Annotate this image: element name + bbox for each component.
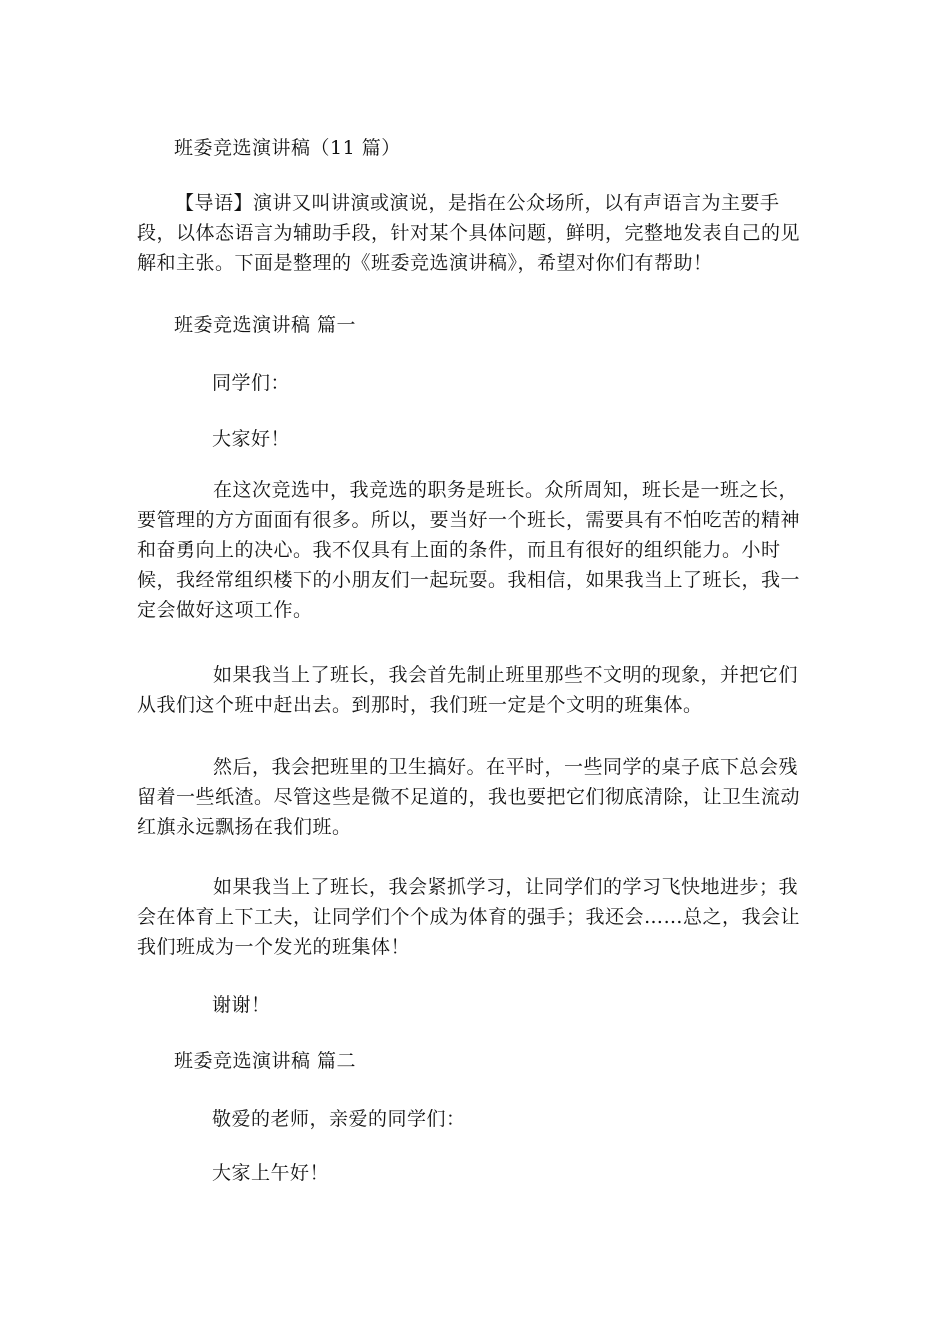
section-heading-2: 班委竞选演讲稿 篇二 (174, 1050, 357, 1072)
section-heading-1: 班委竞选演讲稿 篇一 (174, 314, 357, 336)
body-paragraph-3: 然后，我会把班里的卫生搞好。在平时，一些同学的桌子底下总会残留着一些纸渣。尽管这些是微不足道的，我也要把它们彻底清除，让卫生流动红旗永远飘扬在我们班。 (137, 756, 801, 838)
greeting-good-morning: 大家上午好！ (212, 1162, 330, 1184)
intro-paragraph: 【导语】演讲又叫讲演或演说，是指在公众场所，以有声语言为主要手段，以体态语言为辅助手段，针对某个具体问题，鲜明，完整地发表自己的见解和主张。下面是整理的《班委竞选演讲稿》，希望对你们有帮助！ (137, 192, 801, 274)
body-paragraph-2: 如果我当上了班长，我会首先制止班里那些不文明的现象，并把它们从我们这个班中赶出去。到那时，我们班一定是个文明的班集体。 (137, 664, 799, 716)
greeting-teachers-classmates: 敬爱的老师，亲爱的同学们： (212, 1108, 466, 1130)
body-paragraph-1: 在这次竞选中，我竞选的职务是班长。众所周知，班长是一班之长，要管理的方方面面有很多。所以，要当好一个班长，需要具有不怕吃苦的精神和奋勇向上的决心。我不仅具有上面的条件，而且有很好的组织能力。小时候，我经常组织楼下的小朋友们一起玩耍。我相信，如果我当上了班长，我一定会做好这项工作。 (137, 479, 801, 621)
closing-thanks: 谢谢！ (212, 994, 271, 1016)
greeting-classmates: 同学们： (212, 372, 291, 394)
greeting-hello: 大家好！ (212, 428, 291, 450)
body-paragraph-4: 如果我当上了班长，我会紧抓学习，让同学们的学习飞快地进步；我会在体育上下工夫，让同学们个个成为体育的强手；我还会……总之，我会让我们班成为一个发光的班集体！ (137, 876, 801, 958)
document-title: 班委竞选演讲稿（11 篇） (174, 137, 401, 159)
